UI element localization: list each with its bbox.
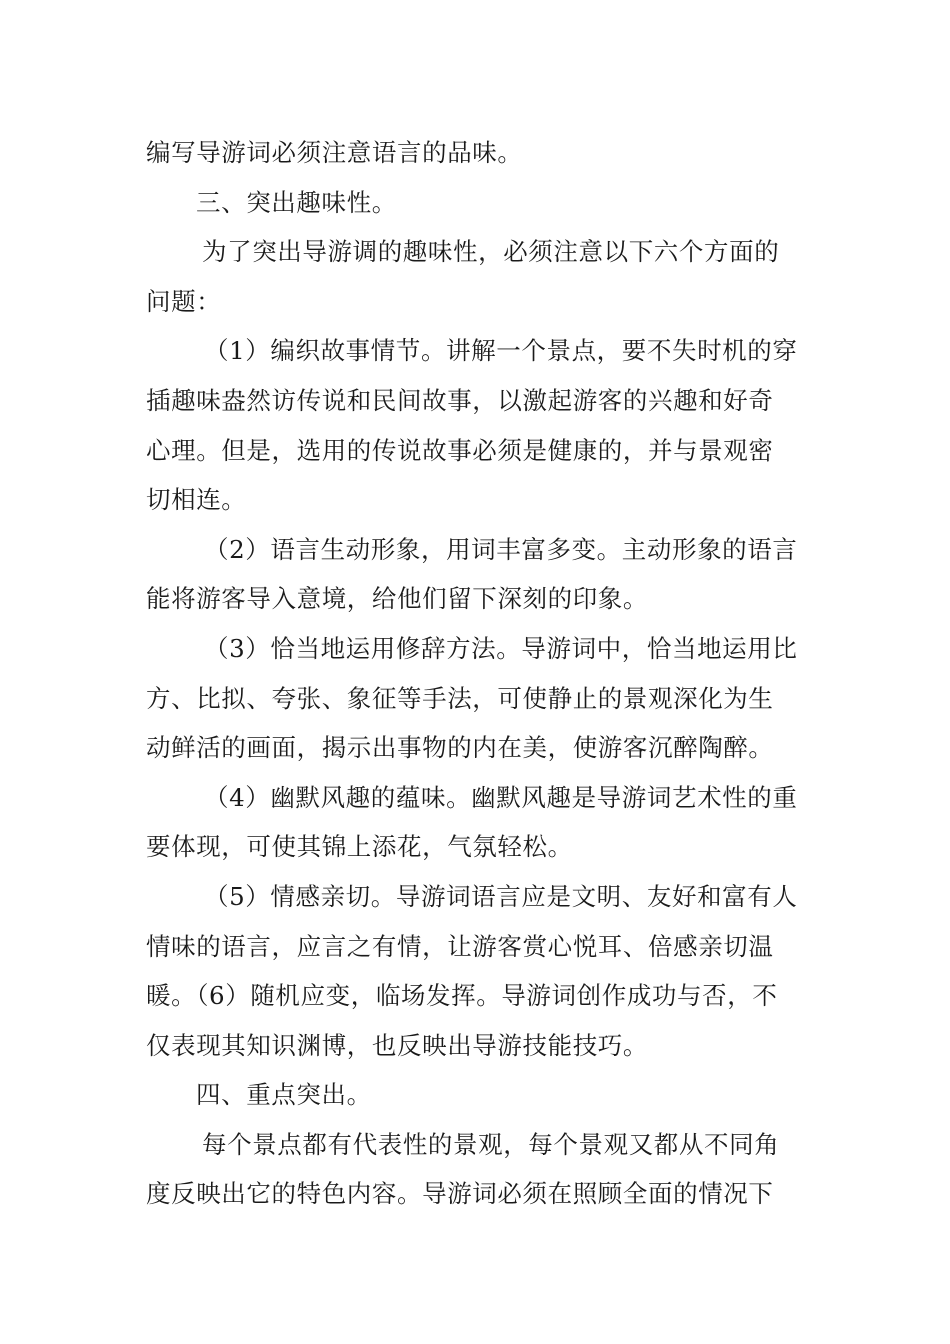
list-item-line: （2）语言生动形象，用词丰富多变。主动形象的语言 xyxy=(204,534,798,564)
text-line: 每个景点都有代表性的景观，每个景观又都从不同角 xyxy=(202,1129,780,1159)
text-line: 为了突出导游调的趣味性，必须注意以下六个方面的 xyxy=(202,237,780,267)
text-line: 心理。但是，选用的传说故事必须是健康的，并与景观密 xyxy=(146,435,774,465)
list-item-line: （4）幽默风趣的蕴味。幽默风趣是导游词艺术性的重 xyxy=(204,782,798,812)
document-body xyxy=(146,128,810,1219)
section-heading: 四、重点突出。 xyxy=(196,1080,372,1110)
list-item-line: （5）情感亲切。导游词语言应是文明、友好和富有人 xyxy=(204,881,798,911)
text-line: 仅表现其知识渊博，也反映出导游技能技巧。 xyxy=(146,1030,648,1060)
section-heading: 三、突出趣味性。 xyxy=(196,187,397,217)
text-line: 切相连。 xyxy=(146,485,247,515)
text-line: 动鲜活的画面，揭示出事物的内在美，使游客沉醉陶醉。 xyxy=(146,733,774,763)
list-item-line: （3）恰当地运用修辞方法。导游词中，恰当地运用比 xyxy=(204,633,798,663)
text-line: 编写导游词必须注意语言的品味。 xyxy=(146,138,523,167)
text-line: 能将游客导入意境，给他们留下深刻的印象。 xyxy=(146,584,648,614)
text-line: 情味的语言，应言之有情，让游客赏心悦耳、倍感亲切温 xyxy=(146,931,774,961)
text-line: 插趣味盎然访传说和民间故事，以激起游客的兴趣和好奇 xyxy=(146,385,774,415)
text-line: 问题： xyxy=(146,286,222,316)
text-line: 要体现，可使其锦上添花，气氛轻松。 xyxy=(146,832,573,862)
text-line: 暖。（6）随机应变，临场发挥。导游词创作成功与否，不 xyxy=(146,981,778,1011)
text-line: 度反映出它的特色内容。导游词必须在照顾全面的情况下 xyxy=(146,1179,774,1209)
list-item-line: （1）编织故事情节。讲解一个景点，要不失时机的穿 xyxy=(204,336,798,366)
text-line: 方、比拟、夸张、象征等手法，可使静止的景观深化为生 xyxy=(146,683,774,713)
